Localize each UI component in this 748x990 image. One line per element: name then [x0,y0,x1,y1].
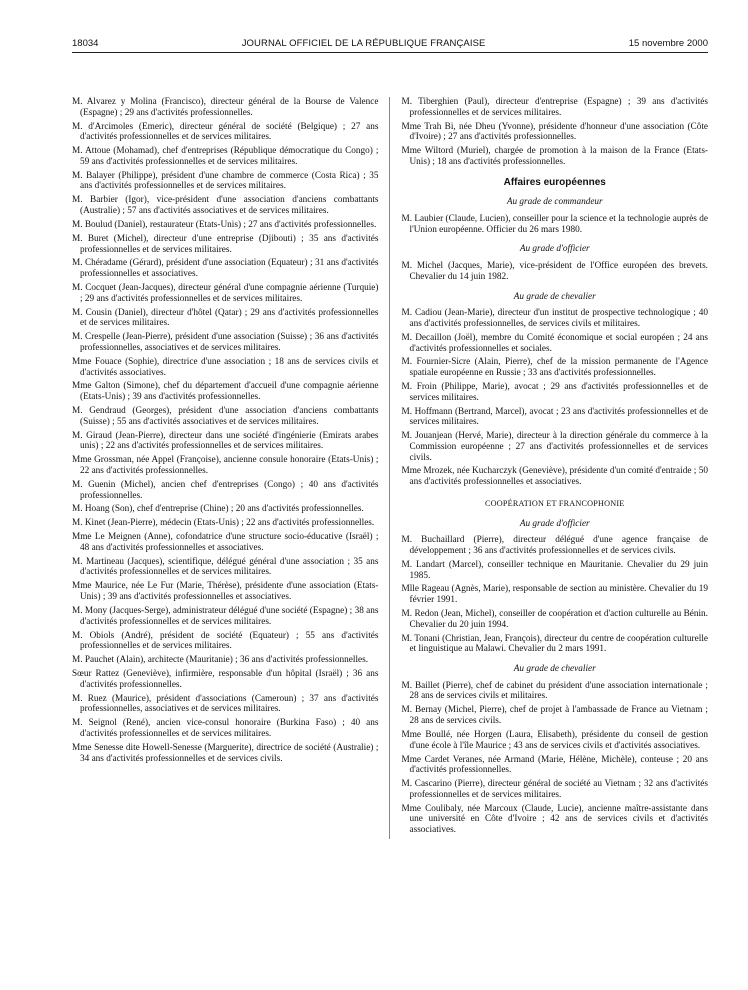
nomination-entry: M. Obiols (André), président de société (Equateur) ; 55 ans d'activités professionnelles et de services militaires. [72,630,379,652]
nomination-entry: M. Boulud (Daniel), restaurateur (Etats-Unis) ; 27 ans d'activités professionnelles. [72,219,377,230]
nomination-entry: M. Seignol (René), ancien vice-consul honoraire (Burkina Faso) ; 40 ans d'activités professionnelles et de services militaires. [72,718,379,739]
nomination-entry: M. Mony (Jacques-Serge), administrateur délégué d'une société (Espagne) ; 38 ans d'activités professionnelles et de services militaires. [72,605,379,627]
grade-chevalier-heading: Au grade de chevalier [513,291,596,302]
chevalier-entries [402,308,709,488]
nomination-entry: M. Cousin (Daniel), directeur d'hôtel (Qatar) ; 29 ans d'activités professionnelles et de services militaires. [72,307,379,329]
commandeur-entries [402,214,709,235]
nomination-entry: M. Cocquet (Jean-Jacques), directeur général d'une compagnie aérienne (Turquie) ; 29 ans d'activités professionnelles et de services militaires. [72,283,379,304]
nomination-entry: M. Ruez (Maurice), président d'associations (Cameroun) ; 37 ans d'activités professionnelles, associatives et de services militaires. [72,693,379,715]
page-header [72,38,708,53]
nomination-entry: M. Barbier (Igor), vice-président d'une association d'anciens combattants (Australie) ; 57 ans d'activités associatives et de services militaires. [72,195,379,217]
nomination-entry: M. d'Arcimoles (Emeric), directeur général de société (Belgique) ; 27 ans d'activités professionnelles et de services militaires. [72,121,379,143]
nomination-entry: M. Froin (Philippe, Marie), avocat ; 29 ans d'activités professionnelles et de services militaires. [401,382,708,403]
nomination-entry: M. Alvarez y Molina (Francisco), directeur général de la Bourse de Valence (Espagne) ; 29 ans d'activités professionnelles. [72,97,379,118]
nomination-entry: M. Jouanjean (Hervé, Marie), directeur à la direction générale du commerce à la Commission européenne ; 27 ans d'activités professionnelles et de services civils. [401,431,708,463]
grade-officier-heading: Au grade d'officier [519,244,590,255]
nomination-entry: M. Landart (Marcel), conseiller technique en Mauritanie. Chevalier du 29 juin 1985. [401,559,708,581]
nomination-entry: Mme Grossman, née Appel (Françoise), ancienne consule honoraire (Etats-Unis) ; 22 ans d'activités professionnelles. [72,455,379,476]
nomination-entry: M. Cascarino (Pierre), directeur général de société au Vietnam ; 32 ans d'activités professionnelles et de services militaires. [401,779,708,800]
nomination-entry: Mme Boullé, née Horgen (Laura, Elisabeth), présidente du conseil de gestion d'une école à l'île Maurice ; 43 ans de services civils et d'activités associatives. [401,729,708,751]
nomination-entry: Mme Maurice, née Le Fur (Marie, Thérèse), présidente d'une association (Etats-Unis) ; 39 ans d'activités professionnelles et associatives. [72,581,379,603]
officier-entries-cooperation [402,535,709,655]
nomination-entry: M. Bernay (Michel, Pierre), chef de projet à l'ambassade de France au Vietnam ; 28 ans de services civils. [401,705,708,727]
nomination-entry: M. Gendraud (Georges), président d'une association d'anciens combattants (Suisse) ; 55 ans d'activités associatives et de services militaires. [72,406,379,427]
nomination-entry: Mme Coulibaly, née Marcoux (Claude, Lucie), ancienne maître-assistante dans une université en Côte d'Ivoire ; 42 ans de services civils et d'activités associatives. [401,803,708,836]
grade-officier-heading-cooperation: Au grade d'officier [519,518,590,529]
nomination-entry: M. Kinet (Jean-Pierre), médecin (Etats-Unis) ; 22 ans d'activités professionnelles. [72,518,375,529]
intro-entries [402,97,709,168]
nomination-entry: M. Tonani (Christian, Jean, François), directeur du centre de coopération culturelle et linguistique au Malawi. Chevalier du 2 mars 1991. [401,633,708,655]
nomination-entry: M. Buret (Michel), directeur d'une entreprise (Djibouti) ; 35 ans d'activités professionnelles et de services militaires. [72,233,379,255]
nomination-entry: M. Hoffmann (Bertrand, Marcel), avocat ; 23 ans d'activités professionnelles et de services militaires. [401,406,708,428]
section-title-affaires-europeennes: Affaires européennes [503,176,606,188]
nomination-entry: Mme Trah Bi, née Dheu (Yvonne), présidente d'honneur d'une association (Côte d'Ivoire) ; 27 ans d'activités professionnelles. [401,121,708,143]
left-column [72,97,390,839]
text-columns [72,97,708,839]
nomination-entry: Mme Wiltord (Muriel), chargée de promotion à la maison de la France (Etats-Unis) ; 18 ans d'activités professionnelles. [401,146,708,167]
chevalier-entries-cooperation [402,681,709,836]
nomination-entry: M. Redon (Jean, Michel), conseiller de coopération et d'action culturelle au Bénin. Chevalier du 20 juin 1994. [401,609,708,630]
nomination-entry: Mme Fouace (Sophie), directrice d'une association ; 18 ans de services civils et d'activités associatives. [72,356,379,378]
nomination-entry: M. Chéradame (Gérard), président d'une association (Equateur) ; 31 ans d'activités professionnelles et associatives. [72,258,379,280]
nomination-entry: M. Giraud (Jean-Pierre), directeur dans une société d'ingénierie (Emirats arabes unis) ; 22 ans d'activités professionnelles et de services militaires. [72,430,379,452]
officier-entries [402,261,709,282]
nomination-entry: M. Tiberghien (Paul), directeur d'entreprise (Espagne) ; 39 ans d'activités professionnelles et de services militaires. [401,97,708,118]
journal-title: JOURNAL OFFICIEL DE LA RÉPUBLIQUE FRANÇAISE [241,38,486,49]
nomination-entry: Mme Senesse dite Howell-Senesse (Marguerite), directrice de société (Australie) ; 34 ans d'activités professionnelles et de services civils. [72,742,379,764]
nomination-entry: M. Pauchet (Alain), architecte (Mauritanie) ; 36 ans d'activités professionnelles. [72,655,369,666]
nomination-entry: M. Attoue (Mohamad), chef d'entreprises (République démocratique du Congo) ; 59 ans d'activités professionnelles et de services militaires. [72,146,379,167]
nomination-entry: M. Laubier (Claude, Lucien), conseiller pour la science et la technologie auprès de l'Union européenne. Officier du 26 mars 1980. [401,214,708,235]
nomination-entry: M. Hoang (Son), chef d'entreprise (Chine) ; 20 ans d'activités professionnelles. [72,504,364,515]
nomination-entry: M. Michel (Jacques, Marie), vice-président de l'Office européen des brevets. Chevalier du 14 juin 1982. [401,261,708,282]
grade-chevalier-heading-cooperation: Au grade de chevalier [513,664,596,675]
nomination-entry: M. Martineau (Jacques), scientifique, délégué général d'une association ; 35 ans d'activités professionnelles et de services militaires. [72,556,379,578]
nomination-entry: Mme Galton (Simone), chef du département d'accueil d'une compagnie aérienne (Etats-Unis) ; 39 ans d'activités professionnelles. [72,381,379,403]
right-column [402,97,709,839]
nomination-entry: Mme Le Meignen (Anne), cofondatrice d'une structure socio-éducative (Israël) ; 48 ans d'activités professionnelles et associatives. [72,532,379,553]
nomination-entry: M. Buchaillard (Pierre), directeur délégué d'une agence française de développement ; 36 ans d'activités professionnelles et de services civils. [401,535,708,556]
nomination-entry: Mme Cardet Veranes, née Armand (Marie, Hélène, Michèle), conteuse ; 20 ans d'activités professionnelles. [401,754,708,776]
nomination-entry: M. Guenin (Michel), ancien chef d'entreprises (Congo) ; 40 ans d'activités professionnelles. [72,479,379,501]
nomination-entry: M. Balayer (Philippe), président d'une chambre de commerce (Costa Rica) ; 35 ans d'activités professionnelles et de services militaires. [72,170,379,192]
page-number: 18034 [72,38,99,49]
nomination-entry: M. Crespelle (Jean-Pierre), président d'une association (Suisse) ; 36 ans d'activités professionnelles, associatives et de services militaires. [72,332,379,353]
nomination-entry: Mme Mrozek, née Kucharczyk (Geneviève), présidente d'un comité d'entraide ; 50 ans d'activités professionnelles et associatives. [401,466,708,488]
grade-commandeur-heading: Au grade de commandeur [506,197,603,208]
publication-date: 15 novembre 2000 [628,38,708,49]
nomination-entry: M. Baillet (Pierre), chef de cabinet du président d'une association internationale ; 28 ans de services civils et militaires. [401,680,708,702]
nomination-entry: M. Fournier-Sicre (Alain, Pierre), chef de la mission permanente de l'Agence spatiale européenne en Russie ; 33 ans d'activités professionnelles. [401,357,708,379]
nomination-entry: Sœur Rattez (Geneviève), infirmière, responsable d'un hôpital (Israël) ; 36 ans d'activités professionnelles. [72,669,379,690]
nomination-entry: M. Cadiou (Jean-Marie), directeur d'un institut de prospective technologique ; 40 ans d'activités professionnelles, de services civils et militaires. [401,308,708,329]
nomination-entry: Mlle Rageau (Agnès, Marie), responsable de section au ministère. Chevalier du 19 février 1991. [401,584,708,606]
nomination-entry: M. Decaillon (Joël), membre du Comité économique et social européen ; 24 ans d'activités professionnelles et sociales. [401,332,708,354]
section-title-cooperation-francophonie: COOPÉRATION ET FRANCOPHONIE [485,498,625,508]
